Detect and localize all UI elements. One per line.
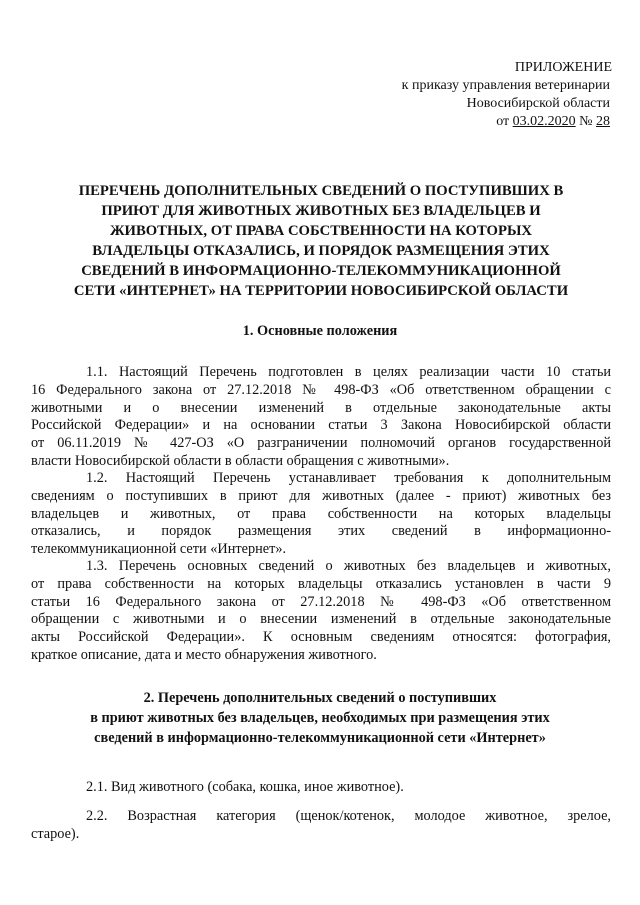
section-heading-text: 1. Основные положения bbox=[242, 323, 398, 339]
date-prefix: от bbox=[496, 114, 513, 129]
order-number: 28 bbox=[596, 114, 610, 129]
title-line: ПЕРЕЧЕНЬ ДОПОЛНИТЕЛЬНЫХ СВЕДЕНИЙ О ПОСТУПИВШИХ В bbox=[78, 183, 564, 199]
paragraph-1-1 bbox=[31, 364, 611, 471]
paragraph-line: 1.1. Настоящий Перечень подготовлен в целях реализации части 10 статьи bbox=[86, 364, 611, 380]
paragraph-line: телекоммуникационной сети «Интернет». bbox=[31, 541, 287, 558]
document-title bbox=[60, 181, 582, 301]
paragraph-line: владельцев и животных, от права собственности на которых владельцы bbox=[31, 505, 611, 522]
paragraph-2-2 bbox=[31, 808, 611, 844]
section-2-heading bbox=[40, 688, 600, 748]
section-1-heading bbox=[40, 321, 600, 341]
paragraph-line: 16 Федерального закона от 27.12.2018 № 498-ФЗ «Об ответственном обращении с bbox=[31, 381, 611, 398]
paragraph-line: отказались, и порядок размещения этих сведений в информационно- bbox=[31, 523, 611, 540]
paragraph-line: 1.2. Настоящий Перечень устанавливает требования к дополнительным bbox=[86, 470, 611, 486]
title-line: ЖИВОТНЫХ, ОТ ПРАВА СОБСТВЕННОСТИ НА КОТОРЫХ bbox=[110, 223, 532, 239]
paragraph-line: 2.1. Вид животного (собака, кошка, иное животное). bbox=[86, 779, 404, 795]
paragraph-line: от права собственности на которых владельцы отказались установлен в части 9 bbox=[31, 575, 611, 592]
title-line: ПРИЮТ ДЛЯ ЖИВОТНЫХ ЖИВОТНЫХ БЕЗ ВЛАДЕЛЬЦЕВ И bbox=[101, 203, 541, 219]
appendix-header bbox=[402, 59, 610, 131]
number-prefix: № bbox=[575, 114, 596, 129]
paragraph-2-1 bbox=[31, 779, 611, 797]
order-date: 03.02.2020 bbox=[512, 114, 576, 129]
appendix-label: ПРИЛОЖЕНИЕ bbox=[514, 60, 612, 75]
paragraph-line: старое). bbox=[31, 825, 80, 842]
paragraph-line: 1.3. Перечень основных сведений о животных без владельцев и животных, bbox=[86, 558, 611, 574]
order-reference: к приказу управления ветеринарии bbox=[401, 78, 610, 93]
paragraph-line: от 06.11.2019 № 427-ОЗ «О разграничении полномочий органов государственной bbox=[31, 435, 611, 452]
title-line: СЕТИ «ИНТЕРНЕТ» НА ТЕРРИТОРИИ НОВОСИБИРСКОЙ ОБЛАСТИ bbox=[73, 283, 569, 299]
paragraph-line: сведениям о поступивших в приют для животных (далее - приют) животных без bbox=[31, 487, 611, 504]
paragraph-1-2 bbox=[31, 470, 611, 559]
region-name: Новосибирской области bbox=[466, 96, 610, 111]
paragraph-line: акты Российской Федерации». К основным сведениям относятся: фотография, bbox=[31, 629, 611, 646]
paragraph-line: власти Новосибирской области в области обращения с животными». bbox=[31, 452, 450, 469]
paragraph-line: обращении с животными и о внесении изменений в отдельные законодательные bbox=[31, 611, 611, 628]
title-line: СВЕДЕНИЙ В ИНФОРМАЦИОННО-ТЕЛЕКОММУНИКАЦИОННОЙ bbox=[81, 263, 561, 279]
paragraph-1-3 bbox=[31, 558, 611, 665]
paragraph-line: статьи 16 Федерального закона от 27.12.2018 № 498-ФЗ «Об ответственном bbox=[31, 593, 611, 610]
paragraph-line: 2.2. Возрастная категория (щенок/котенок, молодое животное, зрелое, bbox=[86, 808, 611, 824]
paragraph-line: животными и о внесении изменений в отдельные законодательные акты bbox=[31, 399, 611, 416]
order-date-line bbox=[402, 113, 610, 131]
section-heading-text: в приют животных без владельцев, необходимых при размещения этих bbox=[90, 710, 550, 726]
title-line: ВЛАДЕЛЬЦЫ ОТКАЗАЛИСЬ, И ПОРЯДОК РАЗМЕЩЕНИЯ ЭТИХ bbox=[92, 243, 550, 259]
paragraph-line: Российской Федерации» и на основании статьи 3 Закона Новосибирской области bbox=[31, 417, 611, 434]
section-heading-text: сведений в информационно-телекоммуникационной сети «Интернет» bbox=[94, 730, 546, 746]
section-heading-text: 2. Перечень дополнительных сведений о поступивших bbox=[143, 690, 497, 706]
paragraph-line: краткое описание, дата и место обнаружения животного. bbox=[31, 646, 377, 663]
